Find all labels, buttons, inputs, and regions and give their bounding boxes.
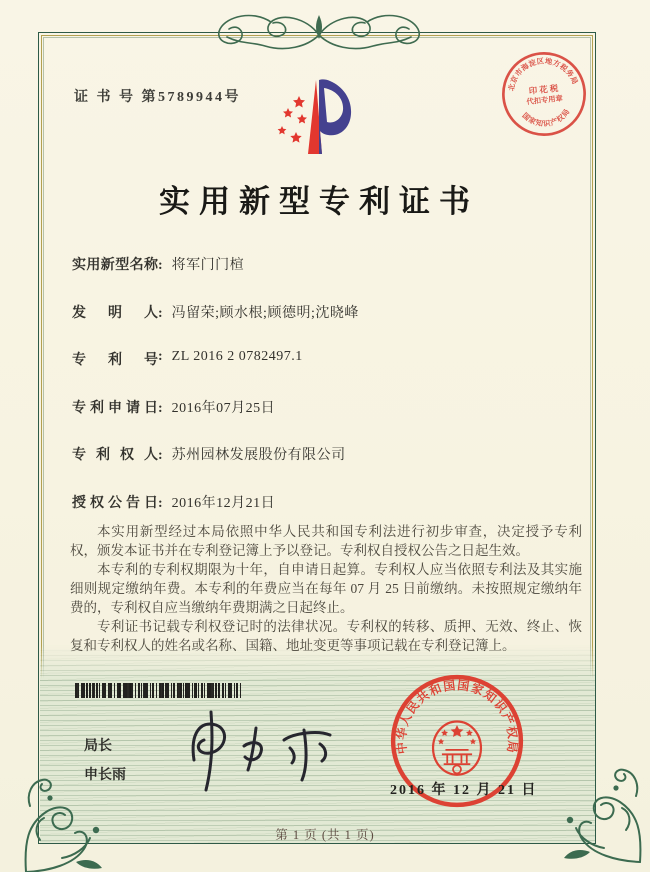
- field-colon: :: [158, 305, 163, 321]
- field-row-name: [72, 254, 590, 302]
- field-colon: :: [158, 400, 163, 416]
- legal-paragraph-1: 本实用新型经过本局依照中华人民共和国专利法进行初步审查，决定授予专利权，颁发本证书并在专利登记簿上予以登记。专利权自授权公告之日起生效。: [70, 524, 582, 558]
- field-value: ZL 2016 2 0782497.1: [171, 349, 303, 364]
- bottom-right-ornament-icon: [548, 762, 650, 866]
- field-colon: :: [158, 349, 163, 364]
- field-colon: :: [158, 495, 163, 511]
- cnipa-logo-icon: [266, 74, 362, 160]
- field-row-patent-number: [72, 349, 590, 397]
- director-block: [84, 735, 126, 784]
- field-value: 2016年07月25日: [171, 400, 276, 416]
- field-label: 发 明 人: [72, 305, 158, 321]
- national-emblem-icon: [433, 721, 481, 774]
- legal-paragraph-2: 本专利的专利权期限为十年，自申请日起算。专利权人应当依照专利法及其实施细则规定缴纳年费。本专利的年费应当在每年 07 月 25 日前缴纳。未按照规定缴纳年费的，专利权自应当缴纳年费期满之日起终止。: [70, 562, 582, 615]
- svg-text:国家知识产权局: [520, 106, 573, 130]
- flourish-center-leaf: [316, 15, 322, 39]
- field-list: [72, 254, 590, 539]
- field-row-filing-date: [72, 397, 590, 445]
- field-value: 苏州园林发展股份有限公司: [171, 448, 346, 463]
- director-name: 申长雨: [84, 768, 126, 783]
- svg-text:中华人民共和国国家知识产权局: [393, 678, 521, 755]
- director-title: 局长: [84, 739, 112, 754]
- certificate-title: 实用新型专利证书: [159, 184, 479, 219]
- field-label: 专 利 号: [72, 353, 158, 368]
- field-colon: :: [158, 258, 163, 273]
- tax-stamp-arc-bottom-text: 国家知识产权局: [520, 107, 572, 129]
- field-value: 冯留荣;顾水根;顾德明;沈晓峰: [171, 305, 359, 321]
- tax-stamp-center-line2: 代扣专用章: [526, 94, 564, 107]
- field-value: 将军门门楦: [171, 258, 245, 273]
- seal-ring-text: 中华人民共和国国家知识产权局: [394, 678, 520, 755]
- tax-stamp-center-line1: 印 花 税: [528, 82, 559, 97]
- seal-date: 2016 年 12 月 21 日: [390, 783, 538, 798]
- field-row-patentee: [72, 444, 590, 492]
- field-label: 专利申请日: [72, 400, 158, 416]
- legal-paragraph-3: 专利证书记载专利权登记时的法律状况。专利权的转移、质押、无效、终止、恢复和专利权人的姓名或名称、国籍、地址变更等事项记载在专利登记簿上。: [70, 619, 582, 653]
- logo-p-shape: [319, 79, 351, 154]
- field-row-inventors: [72, 302, 590, 350]
- field-value: 2016年12月21日: [171, 495, 276, 511]
- page-footer: 第 1 页 (共 1 页): [275, 828, 375, 842]
- certificate-number: 证 书 号 第5789944号: [74, 90, 241, 105]
- barcode: [75, 683, 243, 698]
- tax-stamp-arc-top-text: 北京市海淀区地方税务局: [507, 57, 580, 92]
- field-label: 专 利 权 人: [72, 448, 158, 463]
- top-flourish-ornament-icon: [203, 7, 435, 61]
- director-signature-icon: [172, 700, 352, 800]
- bottom-left-ornament-icon: [16, 772, 118, 872]
- field-colon: :: [158, 448, 163, 463]
- legal-text-block: [70, 522, 582, 655]
- field-label: 实用新型名称: [72, 258, 158, 273]
- tax-stamp-seal: [493, 43, 594, 144]
- field-label: 授权公告日: [72, 495, 158, 511]
